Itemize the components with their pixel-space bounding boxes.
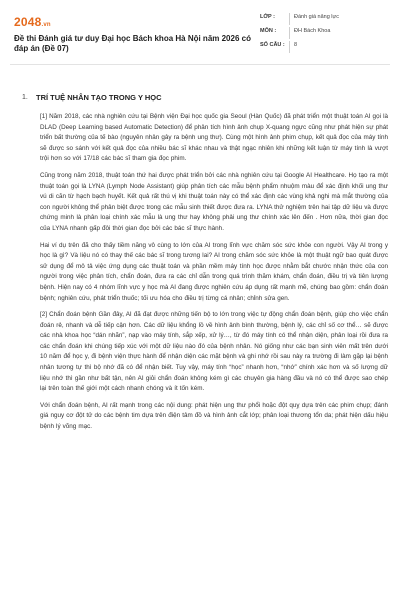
section-number: 1. — [22, 94, 28, 101]
section-heading — [22, 92, 388, 106]
passage-body — [40, 112, 388, 433]
meta-divider — [289, 27, 290, 39]
meta-label: MÔN : — [260, 28, 277, 34]
section-title: TRÍ TUỆ NHÂN TẠO TRONG Y HỌC — [36, 93, 162, 102]
paragraph: Với chẩn đoán bệnh, AI rất mạnh trong các nội dung: phát hiện ung thư phổi hoặc đột quỵ dựa trên các phim chụp; đánh giá nguy cơ đột tử do các bệnh tim dựa trên điện tâm đồ và hình ảnh cắt lớp; phân loại thương tổn da; phát hiện dấu hiệu bệnh lý võng mạc. — [40, 401, 388, 431]
meta-divider — [289, 13, 290, 25]
meta-row-class — [260, 12, 390, 26]
paragraph: [1] Năm 2018, các nhà nghiên cứu tại Bệnh viện Đại học quốc gia Seoul (Hàn Quốc) đã phát triển một thuật toán AI gọi là DLAD (Deep Learning based Automatic Detection) để phân tích hình ảnh chụp X-quang ngực cũng như phát hiện sự phát triển bất thường của tế bào (nguyên nhân gây ra bệnh ung thư). Cùng một hình ảnh phim chụp, kết quả đọc của máy tính sẽ được so sánh với kết quả đọc của nhiều bác sĩ khác nhau và thật ngạc nhiên khi những kết luận từ máy tính là vượt trội hơn so với 17/18 các bác sĩ tham gia đọc phim. — [40, 113, 388, 163]
meta-row-subject — [260, 26, 390, 40]
meta-label: LỚP : — [260, 14, 275, 20]
document-header — [10, 12, 390, 60]
site-logo[interactable] — [14, 15, 51, 29]
logo-text: 2048 — [14, 15, 42, 29]
paragraph: Hai ví dụ trên đã cho thấy tiềm năng vô cùng to lớn của AI trong lĩnh vực chăm sóc sức khỏe con người. Vậy AI trong y học là gì? Và liệu nó có thay thế các bác sĩ trong tương lai? AI trong chăm sóc sức khỏe là một thuật ngữ bao quát được sử dụng để mô tả việc ứng dụng các thuật toán và phần mềm máy tính học được nhằm bắt chước nhận thức của con người trong việc phân tích, chẩn đoán, đưa ra các chỉ dẫn trong quá trình thăm khám, chẩn đoán, điều trị và tiên lượng bệnh. Hiện nay có 4 nhóm lĩnh vực y học mà AI đang được nghiên cứu áp dụng rất mạnh mẽ, chúng bao gồm: chẩn đoán bệnh; nghiên cứu, phát triển thuốc; tối ưu hóa cho điều trị từng cá nhân; chỉnh sửa gen. — [40, 241, 388, 302]
paragraph: Cũng trong năm 2018, thuật toán thứ hai được phát triển bởi các nhà nghiên cứu tại Google AI Healthcare. Họ tạo ra một thuật toán gọi là LYNA (Lymph Node Assistant) giúp phân tích các mẫu bệnh phẩm nhuộm màu để xác định khối ung thư vú di căn từ hạch bạch huyết. Kết quả rất thú vị khi thuật toán này có thể xác định các vùng khả nghi mà mắt thường của con người không thể phân biệt được trong các mẫu sinh thiết được đưa ra. LYNA thử nghiệm trên hai tập dữ liệu và được chứng minh là phân loại chính xác mẫu là ung thư hay không phải ung thư chính xác lên đến . Hơn nữa, thời gian đọc của LYNA nhanh gấp đôi thời gian đọc bởi các bác sĩ thực hành. — [40, 171, 388, 232]
meta-divider — [289, 41, 290, 53]
logo-tld: .vn — [41, 22, 51, 28]
meta-row-question-count — [260, 40, 390, 54]
meta-label: SỐ CÂU : — [260, 42, 285, 48]
document-title: Đề thi Đánh giá tư duy Đại học Bách khoa Hà Nội năm 2026 có đáp án (Đề 07) — [14, 34, 251, 53]
header-divider — [10, 64, 390, 65]
meta-value: 8 — [294, 42, 298, 48]
exam-meta — [260, 12, 390, 54]
meta-value: ĐH Bách Khoa — [294, 28, 331, 34]
reading-section — [22, 92, 388, 112]
paragraph: [2] Chẩn đoán bệnh Gần đây, AI đã đạt được những tiến bộ to lớn trong việc tự động chẩn đoán bệnh, giúp cho việc chẩn đoán rẻ, nhanh và dễ tiếp cận hơn. Các dữ liệu khổng lồ về hình ảnh bình thường, bệnh lý, các chỉ số cơ thể… sẽ được các nhà khoa học “dán nhãn”, nạp vào máy tính, sắp xếp, xử lý…, từ đó máy tính có thể nhận diện, phân loại rồi đưa ra các chẩn đoán khi chúng tiếp xúc với một dữ liệu nào đó của bệnh nhân. Nó giống như các bạn sinh viên mất trên dưới 10 năm để học y, đi bệnh viện thực hành để nhận diện các mặt bệnh và ghi nhớ rồi sau này ra trường đi làm gặp lại bệnh nhân tương tự thì bộ nhớ đã có để nhận biết. Tuy vậy, máy tính “học” nhanh hơn, “nhớ” chính xác hơn và số lượng dữ liệu nhớ thì gần như bất tận, nên AI giỏi chẩn đoán không kém gì các chuyên gia hàng đầu và nó có thể được sao chép lại trên toàn thế giới một cách nhanh chóng và ít tốn kém. — [40, 311, 388, 393]
meta-value: Đánh giá năng lực — [294, 14, 339, 20]
